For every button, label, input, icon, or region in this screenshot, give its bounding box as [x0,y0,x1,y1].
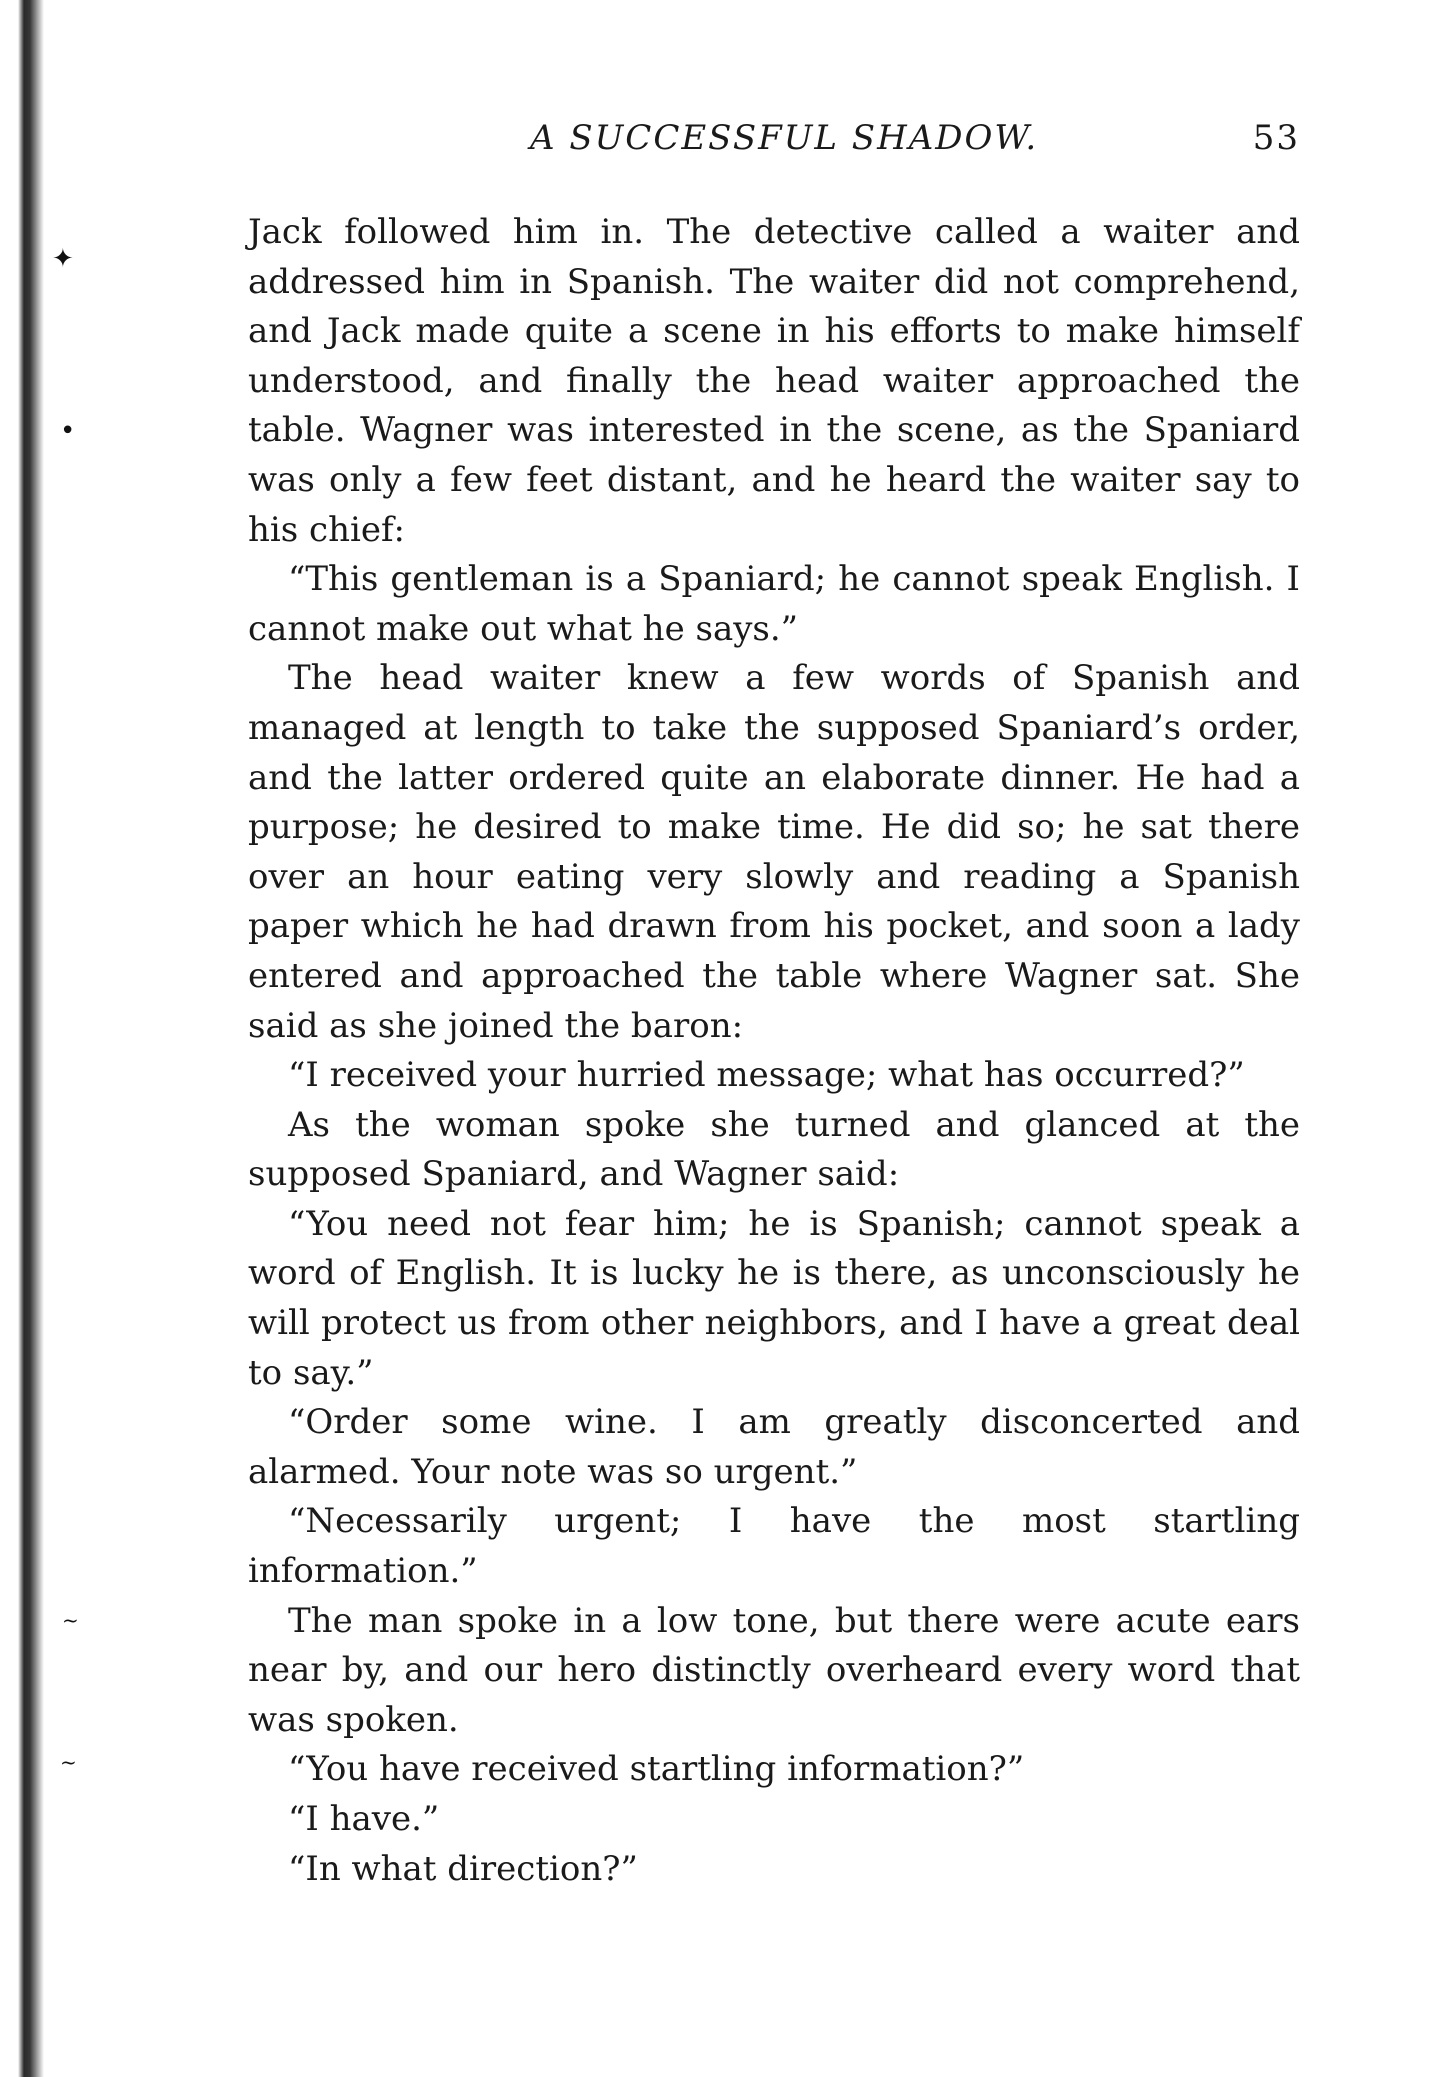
ink-speck: • [60,416,76,446]
paragraph: As the woman spoke she turned and glanced at the supposed Spaniard, and Wagner said: [248,1104,1300,1195]
running-title: A SUCCESSFUL SHADOW. [530,118,1039,158]
page-number: 53 [1252,118,1300,158]
body-text [248,208,1300,1894]
paragraph: The head waiter knew a few words of Spanish and managed at length to take the supposed Spaniard’s order, and the latter ordered quite an elaborate dinner. He had a purpose; he desired to make time. He did so; he sat there over an hour eating very slowly and reading a Spanish paper which he had drawn from his pocket, and soon a lady entered and approached the table where Wagner sat. She said as she joined the baron: [248,658,1300,1046]
ink-speck: ~ [62,1608,79,1632]
paragraph: “This gentleman is a Spaniard; he cannot speak English. I cannot make out what he says.” [248,559,1300,649]
paragraph: “You have received startling information?” [288,1749,1025,1790]
running-head [530,118,1300,168]
paragraph: “Necessarily urgent; I have the most startling information.” [248,1501,1300,1592]
paragraph: “I received your hurried message; what has occurred?” [288,1055,1245,1096]
ink-speck: ✦ [52,244,74,274]
paragraph: The man spoke in a low tone, but there were acute ears near by, and our hero distinctly overheard every word that was spoken. [248,1600,1300,1740]
paragraph: “I have.” [288,1799,440,1839]
paragraph: “You need not fear him; he is Spanish; cannot speak a word of English. It is lucky he is there, as unconsciously he will protect us from other neighbors, and I have a great deal to say.” [248,1203,1300,1393]
paragraph: “In what direction?” [288,1848,638,1889]
paragraph: “Order some wine. I am greatly disconcerted and alarmed. Your note was so urgent.” [248,1402,1300,1492]
ink-speck: ~ [60,1750,77,1774]
paragraph: Jack followed him in. The detective called a waiter and addressed him in Spanish. The waiter did not comprehend, and Jack made quite a scene in his efforts to make himself understood, and finally the head waiter approached the table. Wagner was interested in the scene, as the Spaniard was only a few feet distant, and he heard the waiter say to his chief: [248,212,1300,550]
binding-edge [18,0,48,2077]
